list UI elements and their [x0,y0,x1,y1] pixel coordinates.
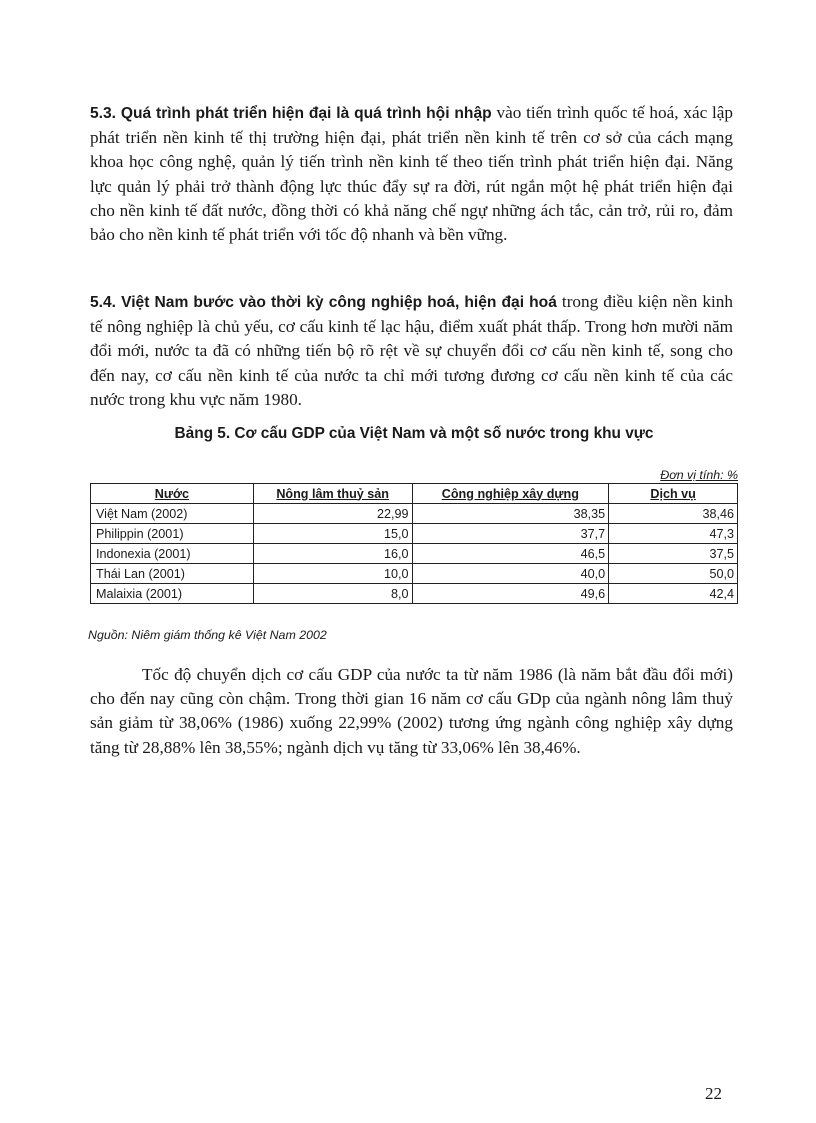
table-row [91,524,738,544]
agriculture-cell: 22,99 [253,504,412,524]
header-agriculture: Nông lâm thuỷ sản [253,484,412,504]
country-cell: Indonexia (2001) [91,544,254,564]
industry-cell: 38,35 [412,504,609,524]
header-services: Dịch vụ [609,484,738,504]
section-5-4-text: trong điều kiện nền kinh tế nông nghiệp là chủ yếu, cơ cấu kinh tế lạc hậu, điểm xuất phát thấp. Trong hơn mười năm đổi mới, nước ta đã có những tiến bộ rõ rệt về sự chuyển đổi cơ cấu nền kinh tế, song cho đến nay, cơ cấu nền kinh tế của nước ta chỉ mới tương đương cơ cấu nền kinh tế của các nước trong khu vực năm 1980. [90,292,733,409]
gdp-structure-table [90,483,738,604]
country-cell: Philippin (2001) [91,524,254,544]
industry-cell: 37,7 [412,524,609,544]
table-row [91,564,738,584]
agriculture-cell: 15,0 [253,524,412,544]
table-row [91,504,738,524]
closing-paragraph: Tốc độ chuyển dịch cơ cấu GDP của nước ta từ năm 1986 (là năm bắt đầu đổi mới) cho đến nay cũng còn chậm. Trong thời gian 16 năm cơ cấu GDp của ngành nông lâm thuỷ sản giảm từ 38,06% (1986) xuống 22,99% (2002) tương ứng ngành công nghiệp xây dựng tăng từ 28,88% lên 38,55%; ngành dịch vụ tăng từ 33,06% lên 38,46%. [90,665,733,757]
agriculture-cell: 10,0 [253,564,412,584]
agriculture-cell: 8,0 [253,584,412,604]
services-cell: 42,4 [609,584,738,604]
table-source-note: Nguồn: Niêm giám thống kê Việt Nam 2002 [88,628,327,642]
table-row [91,544,738,564]
industry-cell: 49,6 [412,584,609,604]
services-cell: 50,0 [609,564,738,584]
table-row [91,584,738,604]
agriculture-cell: 16,0 [253,544,412,564]
table-header-row [91,484,738,504]
table-title: Bảng 5. Cơ cấu GDP của Việt Nam và một số nước trong khu vực [174,425,654,442]
table-unit-note: Đơn vị tính: % [660,468,738,482]
country-cell: Việt Nam (2002) [91,504,254,524]
section-5-3-heading: 5.3. Quá trình phát triển hiện đại là quá trình hội nhập [90,105,492,122]
services-cell: 47,3 [609,524,738,544]
page-number: 22 [705,1084,722,1103]
industry-cell: 46,5 [412,544,609,564]
country-cell: Malaixia (2001) [91,584,254,604]
section-5-4-paragraph [90,290,733,412]
services-cell: 38,46 [609,504,738,524]
industry-cell: 40,0 [412,564,609,584]
services-cell: 37,5 [609,544,738,564]
section-5-3-paragraph [90,101,733,247]
header-country: Nước [91,484,254,504]
header-industry: Công nghiệp xây dựng [412,484,609,504]
section-5-3-text: vào tiến trình quốc tế hoá, xác lập phát triển nền kinh tế thị trường hiện đại, phát triển nền kinh tế trên cơ sở của cách mạng khoa học công nghệ, quản lý tiến trình nền kinh tế theo tiến trình phát triển hiện đại. Năng lực quản lý phải trở thành động lực thúc đẩy sự ra đời, rút ngắn một hệ phát triển hiện đại cho nền kinh tế đất nước, đồng thời có khả năng chế ngự những ách tắc, cản trở, rủi ro, đảm bảo cho nền kinh tế phát triển với tốc độ nhanh và bền vững. [90,103,734,245]
section-5-4-heading: 5.4. Việt Nam bước vào thời kỳ công nghiệp hoá, hiện đại hoá [90,294,557,311]
country-cell: Thái Lan (2001) [91,564,254,584]
